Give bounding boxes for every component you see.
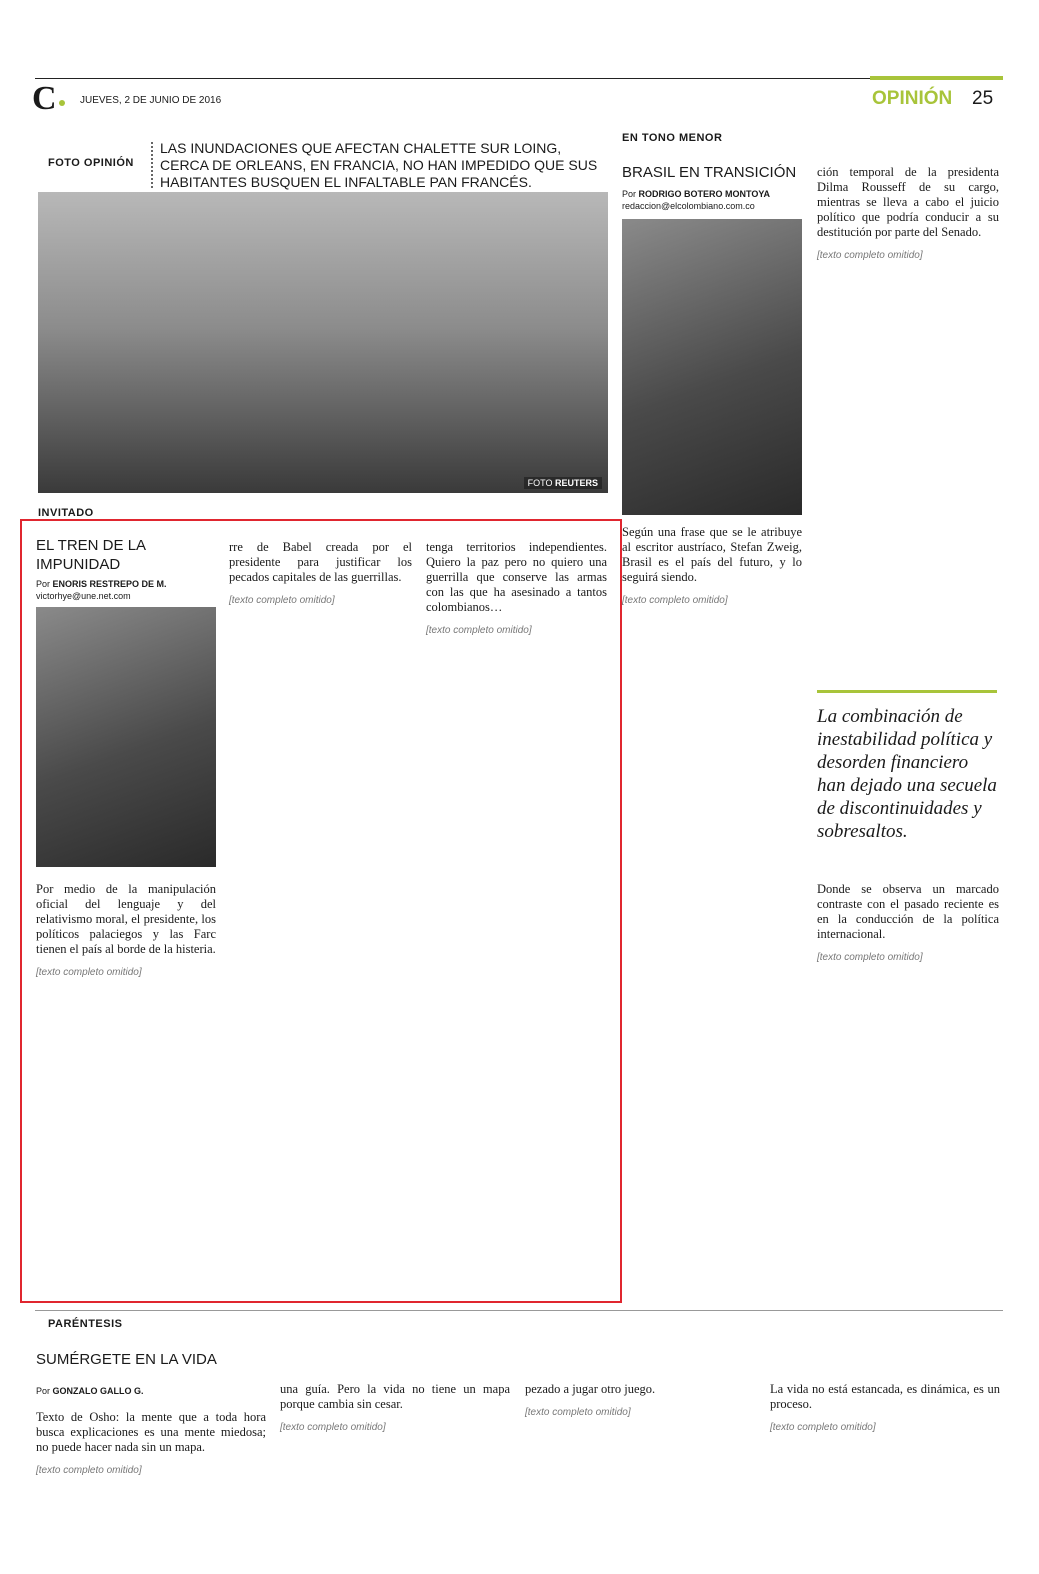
invitado-title: EL TREN DE LA IMPUNIDAD: [36, 537, 146, 573]
en-tono-menor-label: EN TONO MENOR: [622, 132, 723, 144]
parentesis-rule: [35, 1310, 1003, 1311]
parentesis-byline: Por GONZALO GALLO G.: [36, 1386, 144, 1396]
foto-opinion-caption: LAS INUNDACIONES QUE AFECTAN CHALETTE SUR LOING, CERCA DE ORLEANS, EN FRANCIA, NO HAN IMPEDIDO QUE SUS HABITANTES BUSQUEN EL INFALTABLE PAN FRANCÉS.: [160, 140, 598, 190]
logo-dot-icon: [59, 100, 65, 106]
section-name: OPINIÓN: [872, 88, 953, 109]
invitado-byline: Por ENORIS RESTREPO DE M. victorhye@une.net.com: [36, 579, 167, 601]
pull-quote: La combinación de inestabilidad política y desorden financiero han dejado una secuela de discontinuidades y sobresaltos.: [817, 706, 997, 842]
flood-photo: [38, 192, 608, 493]
pull-quote-rule: [817, 690, 997, 693]
parentesis-title: SUMÉRGETE EN LA VIDA: [36, 1351, 217, 1368]
author-photo-enoris: [36, 607, 216, 867]
parentesis-label: PARÉNTESIS: [48, 1318, 123, 1330]
section-accent-bar: [870, 76, 1003, 80]
en-tono-menor-col-b-top: ción temporal de la presidenta Dilma Rousseff de su cargo, mientras se lleva a cabo el juicio político que podría conducir a su destitución por parte del Senado. [texto completo omitido]: [817, 165, 999, 261]
en-tono-menor-col-b-bottom: Donde se observa un marcado contraste con el pasado reciente es en la conducción de la política internacional. [texto completo omitido]: [817, 882, 999, 963]
invitado-col1: Por medio de la manipulación oficial del lenguaje y del relativismo moral, el presidente, los políticos palaciegos y las Farc tienen el país al borde de la histeria. [texto completo omitido]: [36, 882, 216, 978]
page-number: 25: [972, 88, 994, 109]
foto-opinion-label: FOTO OPINIÓN: [48, 157, 134, 169]
parentesis-col3: pezado a jugar otro juego. [texto completo omitido]: [525, 1382, 656, 1418]
parentesis-col1: Texto de Osho: la mente que a toda hora busca explicaciones es una mente miedosa; no puede hacer nada sin un mapa. [texto completo omitido]: [36, 1410, 266, 1476]
en-tono-menor-title: BRASIL EN TRANSICIÓN: [622, 164, 797, 181]
en-tono-menor-col-a: Según una frase que se le atribuye al escritor austríaco, Stefan Zweig, Brasil es el país del futuro, y lo seguirá siendo. [texto completo omitido]: [622, 525, 802, 606]
invitado-col3: tenga territorios independientes. Quiero la paz pero no quiero una guerrilla que conserve las armas con las que ha asesinado a tantos colombianos… [texto completo omitido]: [426, 540, 607, 636]
parentesis-col2: una guía. Pero la vida no tiene un mapa porque cambia sin cesar. [texto completo omitido]: [280, 1382, 510, 1433]
masthead-date: JUEVES, 2 DE JUNIO DE 2016: [80, 95, 222, 106]
author-photo-rodrigo: [622, 219, 802, 515]
masthead-rule: [35, 78, 1003, 79]
photo-credit: FOTO REUTERS: [524, 477, 602, 489]
newspaper-logo: C: [32, 80, 57, 117]
caption-divider: [151, 142, 154, 188]
invitado-label: INVITADO: [38, 507, 94, 519]
en-tono-menor-byline: Por RODRIGO BOTERO MONTOYA redaccion@elcolombiano.com.co: [622, 189, 771, 211]
parentesis-col4: La vida no está estancada, es dinámica, es un proceso. [texto completo omitido]: [770, 1382, 1000, 1433]
invitado-col2: rre de Babel creada por el presidente para justificar los pecados capitales de las guerrillas. [texto completo omitido]: [229, 540, 412, 606]
